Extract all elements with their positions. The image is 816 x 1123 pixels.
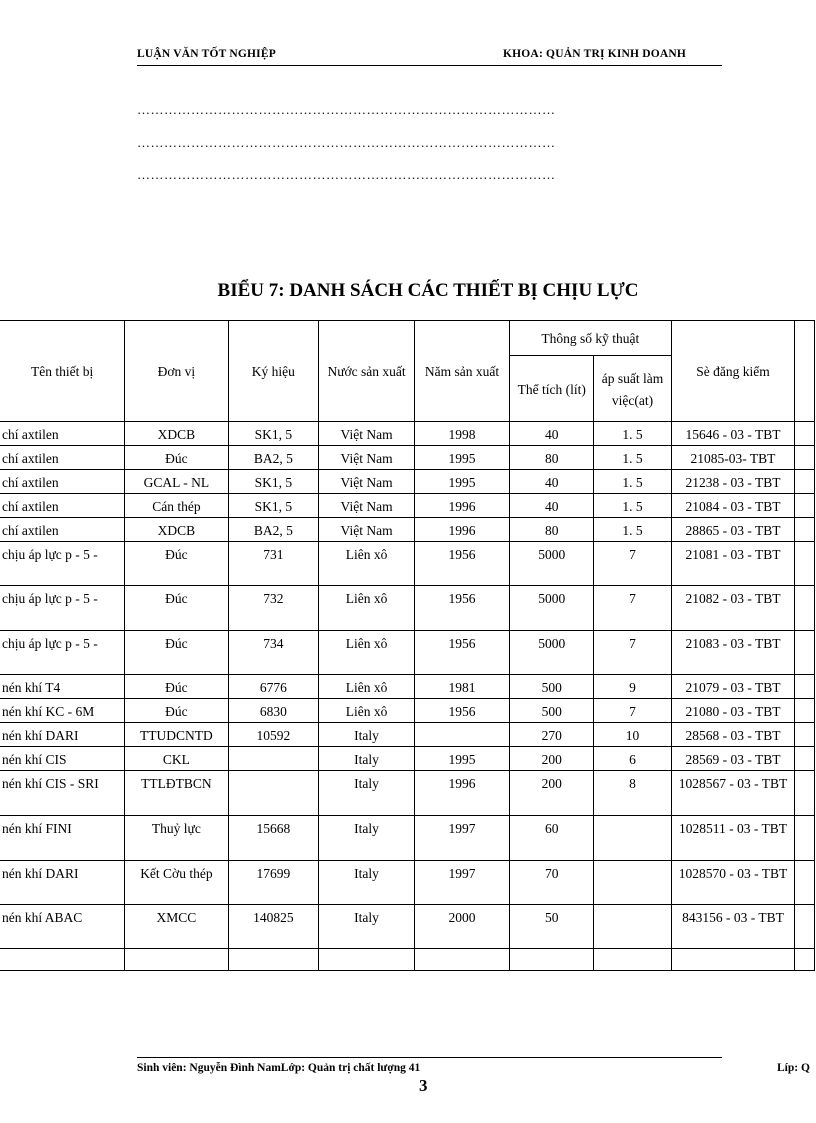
cell-registry: 21238 - 03 - TBT — [671, 470, 795, 494]
cell-pressure: 1. 5 — [594, 446, 671, 470]
cell-name: chí axtilen — [0, 422, 125, 446]
cell-code: 140825 — [228, 905, 319, 949]
table-row — [0, 905, 815, 949]
cell-code: 734 — [228, 631, 319, 675]
cell-country: Liên xô — [319, 631, 415, 675]
cell-country: Việt Nam — [319, 446, 415, 470]
cell-country: Italy — [319, 723, 415, 747]
cell-country: Italy — [319, 905, 415, 949]
header-cell-spec-group: Thông số kỹ thuật — [510, 321, 671, 356]
cell-code: BA2, 5 — [228, 518, 319, 542]
cell-registry: 21084 - 03 - TBT — [671, 494, 795, 518]
cell-unit: CKL — [125, 747, 228, 771]
cell-country: Việt Nam — [319, 518, 415, 542]
header-cell-volume: Thể tích (lít) — [510, 356, 594, 422]
cell-volume: 5000 — [510, 631, 594, 675]
cell-code: 10592 — [228, 723, 319, 747]
cell-pressure: 7 — [594, 542, 671, 586]
cell-volume: 40 — [510, 494, 594, 518]
cell-registry: 15646 - 03 - TBT — [671, 422, 795, 446]
cell-name — [0, 949, 125, 971]
cell-unit: Đúc — [125, 542, 228, 586]
cell-volume: 270 — [510, 723, 594, 747]
table-row — [0, 422, 815, 446]
cell-unit: XDCB — [125, 422, 228, 446]
cell-registry — [671, 949, 795, 971]
cell-unit: TTUDCNTD — [125, 723, 228, 747]
cell-country — [319, 949, 415, 971]
cell-pressure: 9 — [594, 675, 671, 699]
cell-pressure: 1. 5 — [594, 422, 671, 446]
cell-extra — [795, 542, 815, 586]
cell-country: Liên xô — [319, 675, 415, 699]
cell-country: Việt Nam — [319, 422, 415, 446]
header-cell-registry: Sè đăng kiểm — [671, 321, 795, 422]
cell-code: 732 — [228, 586, 319, 631]
cell-code: SK1, 5 — [228, 494, 319, 518]
cell-registry: 21081 - 03 - TBT — [671, 542, 795, 586]
cell-code — [228, 949, 319, 971]
cell-name: chí axtilen — [0, 494, 125, 518]
cell-unit: GCAL - NL — [125, 470, 228, 494]
cell-name: nén khí KC - 6M — [0, 699, 125, 723]
table-row — [0, 949, 815, 971]
cell-volume: 60 — [510, 816, 594, 861]
cell-name: nén khí CIS - SRI — [0, 771, 125, 816]
header-cell-name: Tên thiết bị — [0, 321, 125, 422]
header-cell-pressure: áp suất làm việc(at) — [594, 356, 671, 422]
cell-year: 1956 — [414, 631, 509, 675]
cell-name: nén khí CIS — [0, 747, 125, 771]
cell-unit: Đúc — [125, 675, 228, 699]
cell-pressure: 8 — [594, 771, 671, 816]
table-title: BIỂU 7: DANH SÁCH CÁC THIẾT BỊ CHỊU LỰC — [217, 280, 639, 301]
cell-pressure: 6 — [594, 747, 671, 771]
cell-volume: 50 — [510, 905, 594, 949]
cell-code — [228, 747, 319, 771]
cell-extra — [795, 446, 815, 470]
cell-unit: Kết Cờu thép — [125, 861, 228, 905]
footer-rule — [137, 1057, 722, 1058]
cell-country: Italy — [319, 747, 415, 771]
cell-code: 731 — [228, 542, 319, 586]
cell-pressure: 1. 5 — [594, 494, 671, 518]
cell-volume: 500 — [510, 675, 594, 699]
cell-year: 1956 — [414, 699, 509, 723]
cell-pressure — [594, 861, 671, 905]
cell-extra — [795, 586, 815, 631]
cell-name: nén khí FINI — [0, 816, 125, 861]
cell-unit: Cán thép — [125, 494, 228, 518]
cell-name: nén khí T4 — [0, 675, 125, 699]
cell-registry: 1028567 - 03 - TBT — [671, 771, 795, 816]
cell-year: 1996 — [414, 518, 509, 542]
cell-code: 6776 — [228, 675, 319, 699]
cell-registry: 1028570 - 03 - TBT — [671, 861, 795, 905]
cell-unit: Đúc — [125, 631, 228, 675]
cell-unit: Đúc — [125, 586, 228, 631]
cell-year: 1981 — [414, 675, 509, 699]
cell-unit: XDCB — [125, 518, 228, 542]
cell-pressure: 7 — [594, 699, 671, 723]
cell-code: 17699 — [228, 861, 319, 905]
cell-code: SK1, 5 — [228, 422, 319, 446]
header-cell-country: Nước sản xuất — [319, 321, 415, 422]
cell-code: 6830 — [228, 699, 319, 723]
cell-pressure: 7 — [594, 631, 671, 675]
cell-year: 1956 — [414, 542, 509, 586]
cell-unit — [125, 949, 228, 971]
cell-volume: 70 — [510, 861, 594, 905]
cell-extra — [795, 422, 815, 446]
cell-extra — [795, 771, 815, 816]
table-row — [0, 675, 815, 699]
table-row — [0, 816, 815, 861]
cell-unit: Đúc — [125, 699, 228, 723]
cell-year: 1997 — [414, 861, 509, 905]
cell-year: 1998 — [414, 422, 509, 446]
cell-code — [228, 771, 319, 816]
cell-volume: 80 — [510, 518, 594, 542]
cell-registry: 843156 - 03 - TBT — [671, 905, 795, 949]
cell-volume: 80 — [510, 446, 594, 470]
cell-extra — [795, 518, 815, 542]
table-row — [0, 723, 815, 747]
cell-year: 1997 — [414, 816, 509, 861]
equipment-table — [0, 320, 815, 971]
cell-registry: 28865 - 03 - TBT — [671, 518, 795, 542]
cell-extra — [795, 723, 815, 747]
cell-country: Việt Nam — [319, 470, 415, 494]
cell-registry: 28568 - 03 - TBT — [671, 723, 795, 747]
cell-code: SK1, 5 — [228, 470, 319, 494]
cell-extra — [795, 747, 815, 771]
cell-pressure: 1. 5 — [594, 470, 671, 494]
cell-year: 1995 — [414, 446, 509, 470]
cell-pressure: 1. 5 — [594, 518, 671, 542]
footer-class: Líp: Q — [777, 1062, 810, 1074]
cell-volume: 40 — [510, 470, 594, 494]
cell-name: chí axtilen — [0, 470, 125, 494]
header-title-right: KHOA: QUẢN TRỊ KINH DOANH — [503, 48, 687, 60]
cell-extra — [795, 949, 815, 971]
dotted-line: ………………………………………………………………………………… — [137, 135, 556, 150]
page-number: 3 — [419, 1076, 428, 1095]
cell-volume: 500 — [510, 699, 594, 723]
cell-year: 1995 — [414, 747, 509, 771]
cell-name: chịu áp lực p - 5 - — [0, 586, 125, 631]
cell-code: 15668 — [228, 816, 319, 861]
cell-year: 1996 — [414, 771, 509, 816]
table-row — [0, 771, 815, 816]
header-rule — [137, 65, 722, 66]
cell-name: nén khí ABAC — [0, 905, 125, 949]
header-cell-unit: Đơn vị — [125, 321, 228, 422]
table-row — [0, 631, 815, 675]
dotted-line: ………………………………………………………………………………… — [137, 102, 556, 117]
cell-unit: XMCC — [125, 905, 228, 949]
cell-registry: 21082 - 03 - TBT — [671, 586, 795, 631]
cell-year: 1995 — [414, 470, 509, 494]
cell-unit: TTLĐTBCN — [125, 771, 228, 816]
cell-volume: 200 — [510, 771, 594, 816]
footer-student: Sinh viên: Nguyễn Đình NamLớp: Quản trị chất lượng 41 — [137, 1062, 421, 1074]
cell-year: 2000 — [414, 905, 509, 949]
cell-name: chịu áp lực p - 5 - — [0, 631, 125, 675]
cell-extra — [795, 631, 815, 675]
cell-pressure: 10 — [594, 723, 671, 747]
cell-name: chí axtilen — [0, 518, 125, 542]
cell-pressure — [594, 949, 671, 971]
cell-country: Italy — [319, 816, 415, 861]
table-row — [0, 861, 815, 905]
header-cell-extra — [795, 321, 815, 422]
dotted-line: ………………………………………………………………………………… — [137, 167, 556, 182]
cell-extra — [795, 816, 815, 861]
cell-pressure: 7 — [594, 586, 671, 631]
cell-unit: Đúc — [125, 446, 228, 470]
cell-registry: 28569 - 03 - TBT — [671, 747, 795, 771]
cell-year — [414, 723, 509, 747]
cell-country: Italy — [319, 771, 415, 816]
cell-extra — [795, 861, 815, 905]
cell-name: nén khí DARI — [0, 723, 125, 747]
cell-year — [414, 949, 509, 971]
cell-volume: 5000 — [510, 542, 594, 586]
cell-registry: 21080 - 03 - TBT — [671, 699, 795, 723]
cell-volume: 5000 — [510, 586, 594, 631]
cell-extra — [795, 470, 815, 494]
cell-registry: 21079 - 03 - TBT — [671, 675, 795, 699]
cell-volume: 40 — [510, 422, 594, 446]
cell-country: Liên xô — [319, 542, 415, 586]
cell-code: BA2, 5 — [228, 446, 319, 470]
header-cell-code: Ký hiệu — [228, 321, 319, 422]
cell-extra — [795, 905, 815, 949]
table-row — [0, 470, 815, 494]
cell-name: nén khí DARI — [0, 861, 125, 905]
table-row — [0, 586, 815, 631]
cell-country: Liên xô — [319, 699, 415, 723]
cell-registry: 1028511 - 03 - TBT — [671, 816, 795, 861]
table-row — [0, 494, 815, 518]
cell-country: Việt Nam — [319, 494, 415, 518]
table-row — [0, 699, 815, 723]
cell-year: 1956 — [414, 586, 509, 631]
cell-extra — [795, 699, 815, 723]
cell-country: Liên xô — [319, 586, 415, 631]
cell-pressure — [594, 816, 671, 861]
cell-unit: Thuỷ lực — [125, 816, 228, 861]
table-row — [0, 542, 815, 586]
table-row — [0, 518, 815, 542]
cell-extra — [795, 494, 815, 518]
cell-name: chịu áp lực p - 5 - — [0, 542, 125, 586]
cell-registry: 21085-03- TBT — [671, 446, 795, 470]
header-title-left: LUẬN VĂN TỐT NGHIỆP — [137, 48, 276, 60]
cell-pressure — [594, 905, 671, 949]
table-row — [0, 747, 815, 771]
cell-extra — [795, 675, 815, 699]
header-cell-year: Năm sản xuất — [414, 321, 509, 422]
cell-volume — [510, 949, 594, 971]
cell-year: 1996 — [414, 494, 509, 518]
cell-name: chí axtilen — [0, 446, 125, 470]
table-row — [0, 446, 815, 470]
cell-country: Italy — [319, 861, 415, 905]
cell-volume: 200 — [510, 747, 594, 771]
cell-registry: 21083 - 03 - TBT — [671, 631, 795, 675]
